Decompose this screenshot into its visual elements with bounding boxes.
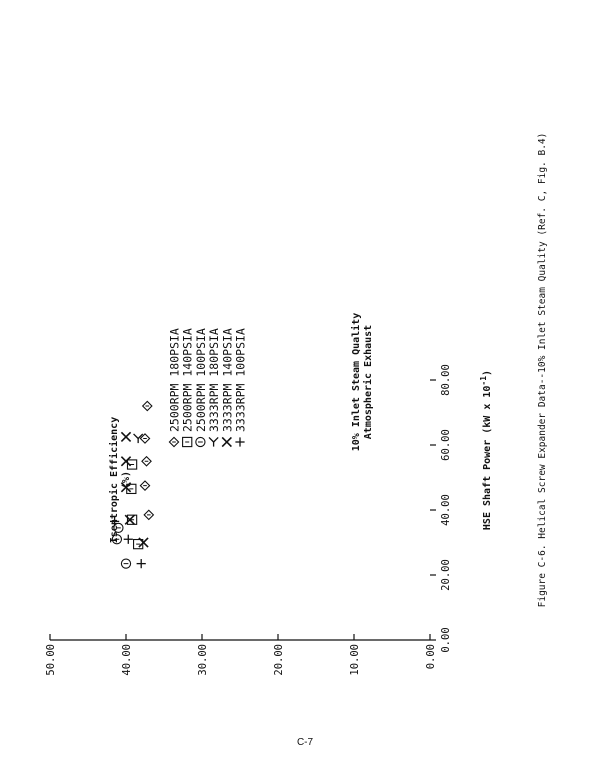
x-tick-label: 0.00 bbox=[440, 627, 452, 653]
legend-marker-diamond bbox=[169, 437, 178, 446]
legend-marker-shape-c bbox=[214, 437, 219, 442]
legend-label: 3333RPM 180PSIA bbox=[207, 328, 222, 432]
data-point-X bbox=[121, 457, 130, 466]
legend-marker-circle bbox=[196, 437, 205, 446]
x-ticks bbox=[430, 364, 452, 652]
data-point-plus bbox=[124, 535, 133, 544]
x-tick-label: 80.00 bbox=[440, 364, 452, 396]
y-tick-label: 30.00 bbox=[197, 644, 209, 676]
x-tick-label: 40.00 bbox=[440, 494, 452, 526]
legend-label: 3333RPM 100PSIA bbox=[233, 328, 248, 432]
data-point-diamond bbox=[143, 401, 152, 410]
data-point-diamond bbox=[142, 457, 151, 466]
legend-label: 3333RPM 140PSIA bbox=[220, 328, 235, 432]
legend-marker-shape-b bbox=[209, 437, 214, 442]
data-point-X bbox=[139, 538, 148, 547]
y-tick-label: 40.00 bbox=[121, 644, 133, 676]
data-point-diamond bbox=[144, 510, 153, 519]
data-point-circle bbox=[121, 559, 130, 568]
page-number: C-7 bbox=[296, 737, 314, 748]
figure-caption: Figure C-6. Helical Screw Expander Data--10% Inlet Steam Quality (Ref. C, Fig. B.4) bbox=[537, 132, 548, 608]
data-point-plus bbox=[137, 559, 146, 568]
data-point-Y bbox=[134, 434, 143, 443]
legend-marker-X bbox=[222, 437, 231, 446]
legend-label: 2500RPM 140PSIA bbox=[180, 328, 195, 432]
y-tick-label: 20.00 bbox=[273, 644, 285, 676]
x-axis-label: HSE Shaft Power (kW x $10^{-1}$) bbox=[478, 369, 493, 531]
legend-marker-square bbox=[183, 437, 192, 446]
y-tick-label: 50.00 bbox=[45, 644, 57, 676]
y-tick-label: 0.00 bbox=[425, 644, 437, 670]
x-tick-label: 20.00 bbox=[440, 559, 452, 591]
y-tick-label: 10.00 bbox=[349, 644, 361, 676]
data-point-X bbox=[121, 432, 130, 441]
y-axis-unit: (%) bbox=[121, 470, 132, 490]
legend-label: 2500RPM 100PSIA bbox=[193, 328, 208, 432]
y-axis-label: Isentropic Efficiency bbox=[109, 416, 120, 544]
legend-label: 2500RPM 180PSIA bbox=[167, 328, 182, 432]
legend bbox=[168, 328, 248, 447]
legend-marker-plus bbox=[235, 437, 244, 446]
rotated-plot bbox=[45, 133, 548, 676]
data-point-diamond bbox=[140, 481, 149, 490]
x-tick-label: 60.00 bbox=[440, 429, 452, 461]
legend-marker-Y bbox=[209, 437, 218, 446]
annotation-quality: 10% Inlet Steam Quality bbox=[351, 312, 362, 452]
marker-Y-b bbox=[134, 434, 139, 439]
annotation-exhaust: Atmospheric Exhaust bbox=[363, 324, 374, 440]
